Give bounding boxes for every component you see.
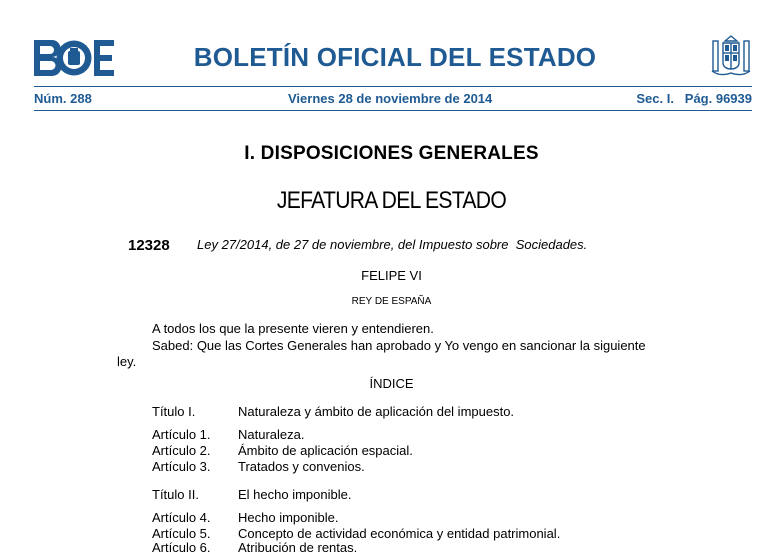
issue-number: Núm. 288 bbox=[34, 91, 92, 106]
boe-logo bbox=[34, 40, 114, 76]
publication-title: BOLETÍN OFICIAL DEL ESTADO bbox=[193, 42, 597, 72]
organ-title: JEFATURA DEL ESTADO bbox=[276, 187, 507, 214]
index-entry-label: Artículo 5. bbox=[152, 526, 211, 541]
index-entry-label: Artículo 6. bbox=[152, 540, 211, 555]
preamble-line: ley. bbox=[117, 354, 137, 369]
king-title: REY DE ESPAÑA bbox=[351, 296, 432, 307]
coat-of-arms-icon bbox=[710, 33, 752, 79]
issue-date: Viernes 28 de noviembre de 2014 bbox=[288, 91, 493, 106]
header-rule-bottom bbox=[34, 110, 752, 111]
index-entry-label: Artículo 3. bbox=[152, 459, 211, 474]
index-entry-text: Naturaleza. bbox=[238, 427, 305, 442]
index-entry-text: El hecho imponible. bbox=[238, 487, 352, 502]
index-entry bbox=[0, 540, 783, 555]
index-title: ÍNDICE bbox=[369, 376, 414, 391]
section-page: Sec. I. Pág. 96939 bbox=[636, 91, 752, 106]
header-rule-top bbox=[34, 86, 752, 87]
index-entry-label: Artículo 4. bbox=[152, 510, 211, 525]
king-name: FELIPE VI bbox=[361, 268, 422, 283]
index-entry-text: Hecho imponible. bbox=[238, 510, 339, 525]
index-entry-text: Concepto de actividad económica y entidad patrimonial. bbox=[238, 526, 561, 541]
index-entry-text: Ámbito de aplicación espacial. bbox=[238, 443, 413, 458]
reference-number: 12328 bbox=[128, 237, 170, 254]
index-entry-label: Artículo 2. bbox=[152, 443, 211, 458]
law-title: Ley 27/2014, de 27 de noviembre, del Impuesto sobre Sociedades. bbox=[197, 237, 588, 252]
index-entry-label: Título I. bbox=[152, 404, 196, 419]
preamble-line: Sabed: Que las Cortes Generales han aprobado y Yo vengo en sancionar la siguiente bbox=[152, 338, 646, 353]
index-entry-text: Atribución de rentas. bbox=[238, 540, 358, 555]
preamble-line: A todos los que la presente vieren y entendieren. bbox=[152, 321, 434, 336]
index-entry-text: Tratados y convenios. bbox=[238, 459, 365, 474]
section-title: I. DISPOSICIONES GENERALES bbox=[244, 143, 539, 164]
index-entry-label: Título II. bbox=[152, 487, 199, 502]
index-entry-label: Artículo 1. bbox=[152, 427, 211, 442]
index-entry-text: Naturaleza y ámbito de aplicación del impuesto. bbox=[238, 404, 515, 419]
